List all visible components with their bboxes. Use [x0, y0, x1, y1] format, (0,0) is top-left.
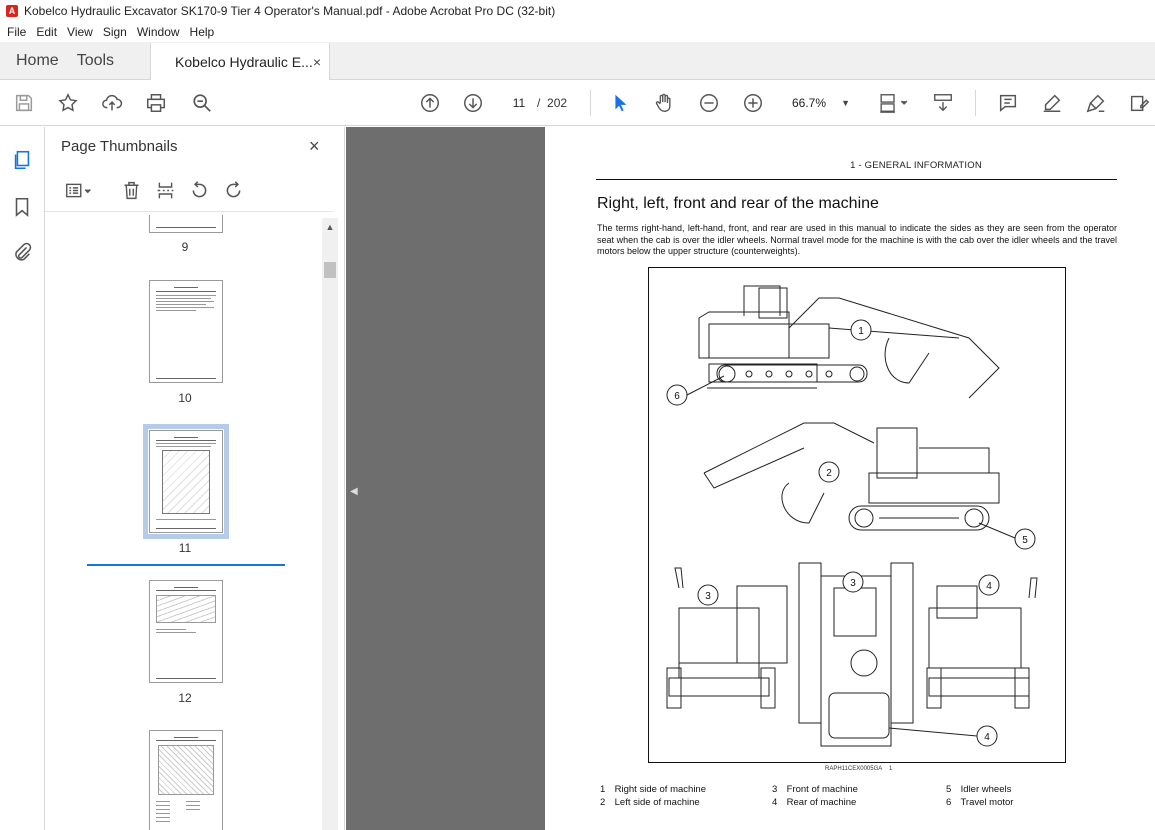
thumbnail-label: 11 — [178, 541, 192, 555]
rotate-left-icon[interactable] — [187, 178, 211, 202]
page-thumbnail[interactable] — [149, 280, 223, 383]
excavator-left-side-drawing — [704, 423, 999, 530]
menu-view[interactable]: View — [67, 25, 93, 39]
menu-sign[interactable]: Sign — [102, 25, 127, 39]
current-page-indicator — [87, 564, 285, 566]
next-page-icon[interactable] — [461, 91, 485, 115]
tab-bar — [0, 42, 1155, 80]
callout-2: 2 — [826, 468, 832, 479]
menu-help[interactable]: Help — [189, 25, 215, 39]
search-zoom-icon[interactable] — [190, 91, 214, 115]
panel-title: Page Thumbnails — [61, 138, 178, 155]
toolbar-divider — [975, 90, 976, 116]
print-icon[interactable] — [144, 91, 168, 115]
menu-edit[interactable]: Edit — [36, 25, 58, 39]
page-thumbnail[interactable] — [149, 215, 223, 233]
tab-tools[interactable]: Tools — [76, 51, 115, 69]
upload-icon[interactable] — [100, 91, 124, 115]
header-rule — [596, 179, 1117, 180]
edit-icon[interactable] — [1127, 91, 1151, 115]
legend-item: 4 Rear of machine — [772, 797, 857, 808]
highlight-icon[interactable] — [1040, 91, 1064, 115]
pdf-page — [545, 127, 1155, 830]
page-thumbnails-panel — [45, 127, 345, 830]
callout-6: 6 — [674, 391, 680, 402]
tab-document[interactable] — [150, 43, 330, 80]
navigation-rail — [0, 127, 45, 830]
thumbnail-label: 12 — [178, 691, 192, 705]
figure-code-page: 1 — [888, 766, 893, 772]
legend-item: 3 Front of machine — [772, 784, 858, 795]
legend-item: 1 Right side of machine — [600, 784, 706, 795]
thumbnail-label: 9 — [181, 240, 189, 254]
callout-4: 4 — [984, 732, 990, 743]
menu-file[interactable]: File — [7, 25, 27, 39]
extract-pages-icon[interactable] — [153, 178, 177, 202]
intro-paragraph: The terms right-hand, left-hand, front, and rear are used in this manual to indicate the sides as they are seen from the operator seat when the cab is over the idler wheels. Normal travel mode for the machine is with the cab over the idler wheels and the travel motors below the upper structure (counterweights). — [597, 223, 1117, 257]
delete-page-icon[interactable] — [119, 178, 143, 202]
callout-5: 5 — [1022, 535, 1028, 546]
page-number-input[interactable]: 11 — [503, 91, 535, 115]
page-separator: / — [537, 96, 541, 110]
page-thumbnail[interactable] — [149, 580, 223, 683]
legend-item: 6 Travel motor — [946, 797, 1014, 808]
menu-bar — [0, 22, 1155, 42]
select-cursor-icon[interactable] — [608, 91, 632, 115]
page-thumbnail[interactable] — [149, 730, 223, 830]
legend-item: 5 Idler wheels — [946, 784, 1012, 795]
hand-icon[interactable] — [652, 91, 676, 115]
machine-diagram — [648, 267, 1066, 763]
panel-scrollbar-thumb[interactable] — [324, 262, 336, 278]
bookmark-star-icon[interactable] — [56, 91, 80, 115]
tab-home[interactable]: Home — [16, 51, 59, 69]
window-title: Kobelco Hydraulic Excavator SK170-9 Tier 4 Operator's Manual.pdf - Adobe Acrobat Pro DC (32-bit) — [24, 4, 556, 18]
excavator-right-front-view-drawing — [667, 568, 787, 708]
thumbnail-list — [45, 215, 325, 830]
tab-document-label: Kobelco Hydraulic E... — [175, 53, 313, 70]
zoom-out-icon[interactable] — [697, 91, 721, 115]
collapse-panel-icon[interactable]: ◀ — [350, 486, 358, 497]
prev-page-icon[interactable] — [418, 91, 442, 115]
zoom-value: 66.7% — [792, 96, 827, 110]
save-icon[interactable] — [12, 91, 36, 115]
figure-code — [825, 766, 892, 772]
main-toolbar — [0, 80, 1155, 126]
sign-icon[interactable] — [1084, 91, 1108, 115]
title-bar — [0, 0, 1155, 22]
toolbar-divider — [590, 90, 591, 116]
zoom-in-icon[interactable] — [741, 91, 765, 115]
page-thumbnail-selected[interactable] — [149, 430, 223, 533]
panel-scrollbar[interactable] — [322, 218, 338, 830]
legend-column — [772, 783, 858, 809]
figure-code-text: RAPH11CEX0005GA — [825, 766, 883, 772]
page-thumbnails-icon[interactable] — [10, 148, 34, 172]
section-header-text: 1 - GENERAL INFORMATION — [850, 160, 982, 171]
chevron-down-icon: ▼ — [841, 98, 850, 108]
close-icon[interactable]: × — [309, 136, 320, 156]
acrobat-app-icon: A — [6, 5, 18, 17]
page-heading: Right, left, front and rear of the machine — [597, 195, 879, 212]
legend-column — [600, 783, 706, 809]
zoom-select[interactable] — [784, 91, 854, 115]
excavator-right-side-drawing — [699, 286, 999, 398]
callout-4: 4 — [986, 581, 992, 592]
scroll-mode-icon[interactable] — [931, 91, 955, 115]
legend-column — [946, 783, 1013, 809]
attachment-icon[interactable] — [10, 240, 34, 264]
panel-toolbar — [45, 167, 333, 212]
total-pages: 202 — [547, 96, 568, 110]
thumbnail-options-icon[interactable] — [61, 178, 97, 202]
tab-close-icon[interactable]: × — [312, 53, 322, 70]
legend-item: 2 Left side of machine — [600, 797, 700, 808]
callout-3: 3 — [705, 591, 711, 602]
callout-3: 3 — [850, 578, 856, 589]
menu-window[interactable]: Window — [136, 25, 180, 39]
thumbnail-label: 10 — [178, 391, 192, 405]
excavator-rear-view-drawing — [927, 578, 1037, 708]
rotate-right-icon[interactable] — [221, 178, 245, 202]
page-total — [537, 91, 567, 115]
bookmark-icon[interactable] — [10, 195, 34, 219]
section-header — [545, 160, 1155, 171]
fit-page-icon[interactable] — [876, 91, 912, 115]
callout-1: 1 — [858, 326, 864, 337]
scroll-up-icon[interactable]: ▲ — [325, 222, 335, 232]
comment-icon[interactable] — [996, 91, 1020, 115]
